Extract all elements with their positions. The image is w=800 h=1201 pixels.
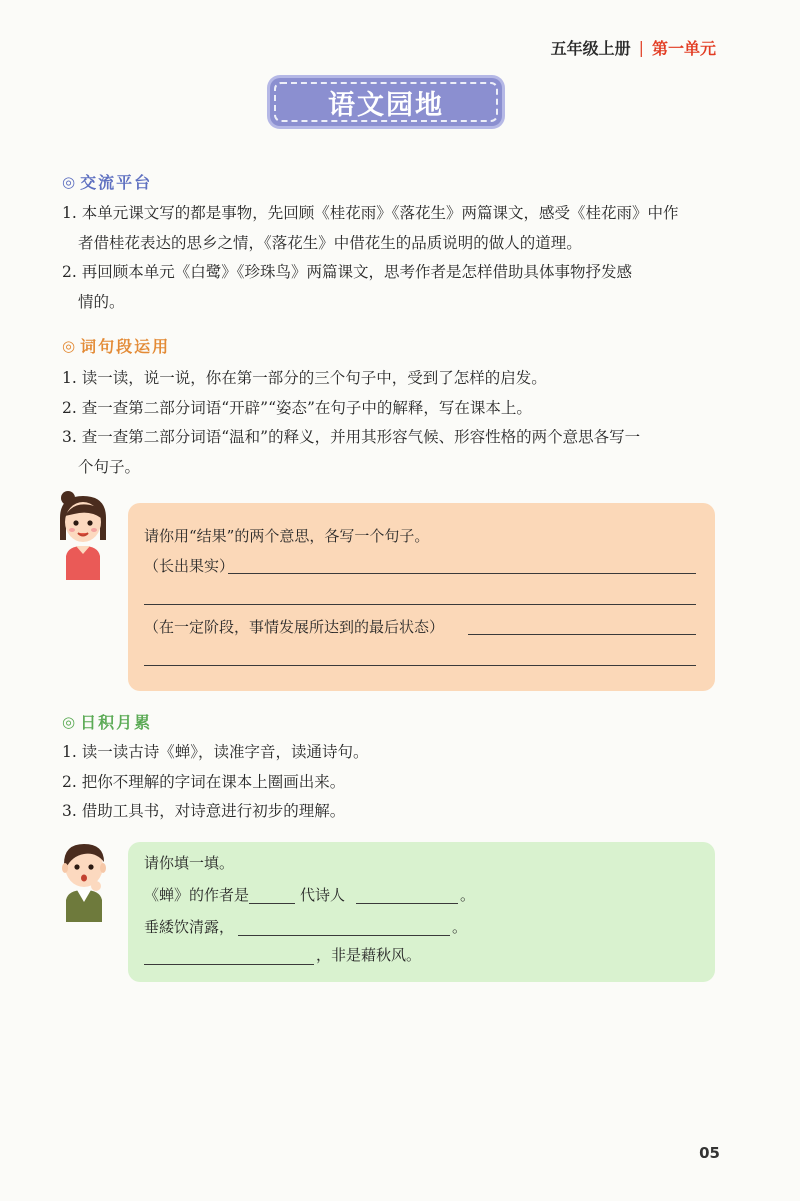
list-item: 2. 查一查第二部分词语“开辟”“姿态”在句子中的解释，写在课本上。 [62,398,532,417]
title-banner [270,78,502,126]
list-item: 1. 读一读古诗《蝉》，读准字音，读通诗句。 [62,743,369,761]
section-title: 交流平台 [80,173,153,192]
section-title: 日积月累 [80,713,153,732]
list-item: 3. 借助工具书，对诗意进行初步的理解。 [62,802,346,820]
meaning-1-label: （长出果实） [144,557,235,575]
page-title: 语文园地 [328,89,444,121]
circle-mark-icon: ◎ [62,712,76,731]
author-label: 《蝉》的作者是 [144,886,250,904]
answer-line[interactable] [468,634,696,635]
list-item: 者借桂花表达的思乡之情，《落花生》中借花生的品质说明的做人的道理。 [78,233,582,252]
exercise-prompt: 请你用“结果”的两个意思，各写一个句子。 [144,527,430,545]
result-exercise-box [128,503,715,691]
poem-line-1: 垂緌饮清露， [144,918,235,936]
poem-line-4: ，非是藉秋风。 [316,946,422,964]
section-heading-words [62,334,170,357]
accumulate-list [62,738,722,827]
list-item: 3. 查一查第二部分词语“温和”的释义，并用其形容气候、形容性格的两个意思各写一 [62,428,641,446]
list-item: 1. 读一读，说一说，你在第一部分的三个句子中，受到了怎样的启发。 [62,369,547,387]
girl-avatar-icon [54,488,112,580]
sentence-end: 。 [460,886,476,904]
poet-blank[interactable] [356,903,458,904]
answer-line[interactable] [144,665,696,666]
dynasty-blank[interactable] [249,903,295,904]
circle-mark-icon: ◎ [62,172,76,191]
dynasty-label: 代诗人 [300,886,346,904]
answer-line[interactable] [144,604,696,605]
unit-label: 第一单元 [651,39,716,58]
words-list [62,364,722,482]
list-item: 1. 本单元课文写的都是事物，先回顾《桂花雨》《落花生》两篇课文，感受《桂花雨》中作 [62,204,679,222]
meaning-2-label: （在一定阶段，事情发展所达到的最后状态） [144,618,445,636]
grade-label: 五年级上册 [550,39,631,58]
poem-line-3-blank[interactable] [144,964,314,965]
header-separator: | [638,38,644,57]
exchange-list [62,199,722,317]
section-heading-exchange [62,170,152,193]
list-item: 2. 把你不理解的字词在课本上圈画出来。 [62,772,346,791]
circle-mark-icon: ◎ [62,336,76,355]
exercise-prompt: 请你填一填。 [144,854,235,872]
section-title: 词句段运用 [80,337,171,356]
section-heading-accumulate [62,710,152,733]
poem-line-2-blank[interactable] [238,935,450,936]
poem-exercise-box [128,842,715,982]
page-number: 05 [699,1144,720,1162]
list-item: 个句子。 [78,457,141,476]
list-item: 2. 再回顾本单元《白鹭》《珍珠鸟》两篇课文，思考作者是怎样借助具体事物抒发感 [62,263,632,281]
answer-line[interactable] [228,573,696,574]
list-item: 情的。 [78,292,125,311]
page-header [551,36,716,59]
sentence-end: 。 [452,918,468,936]
boy-avatar-icon [56,838,112,922]
